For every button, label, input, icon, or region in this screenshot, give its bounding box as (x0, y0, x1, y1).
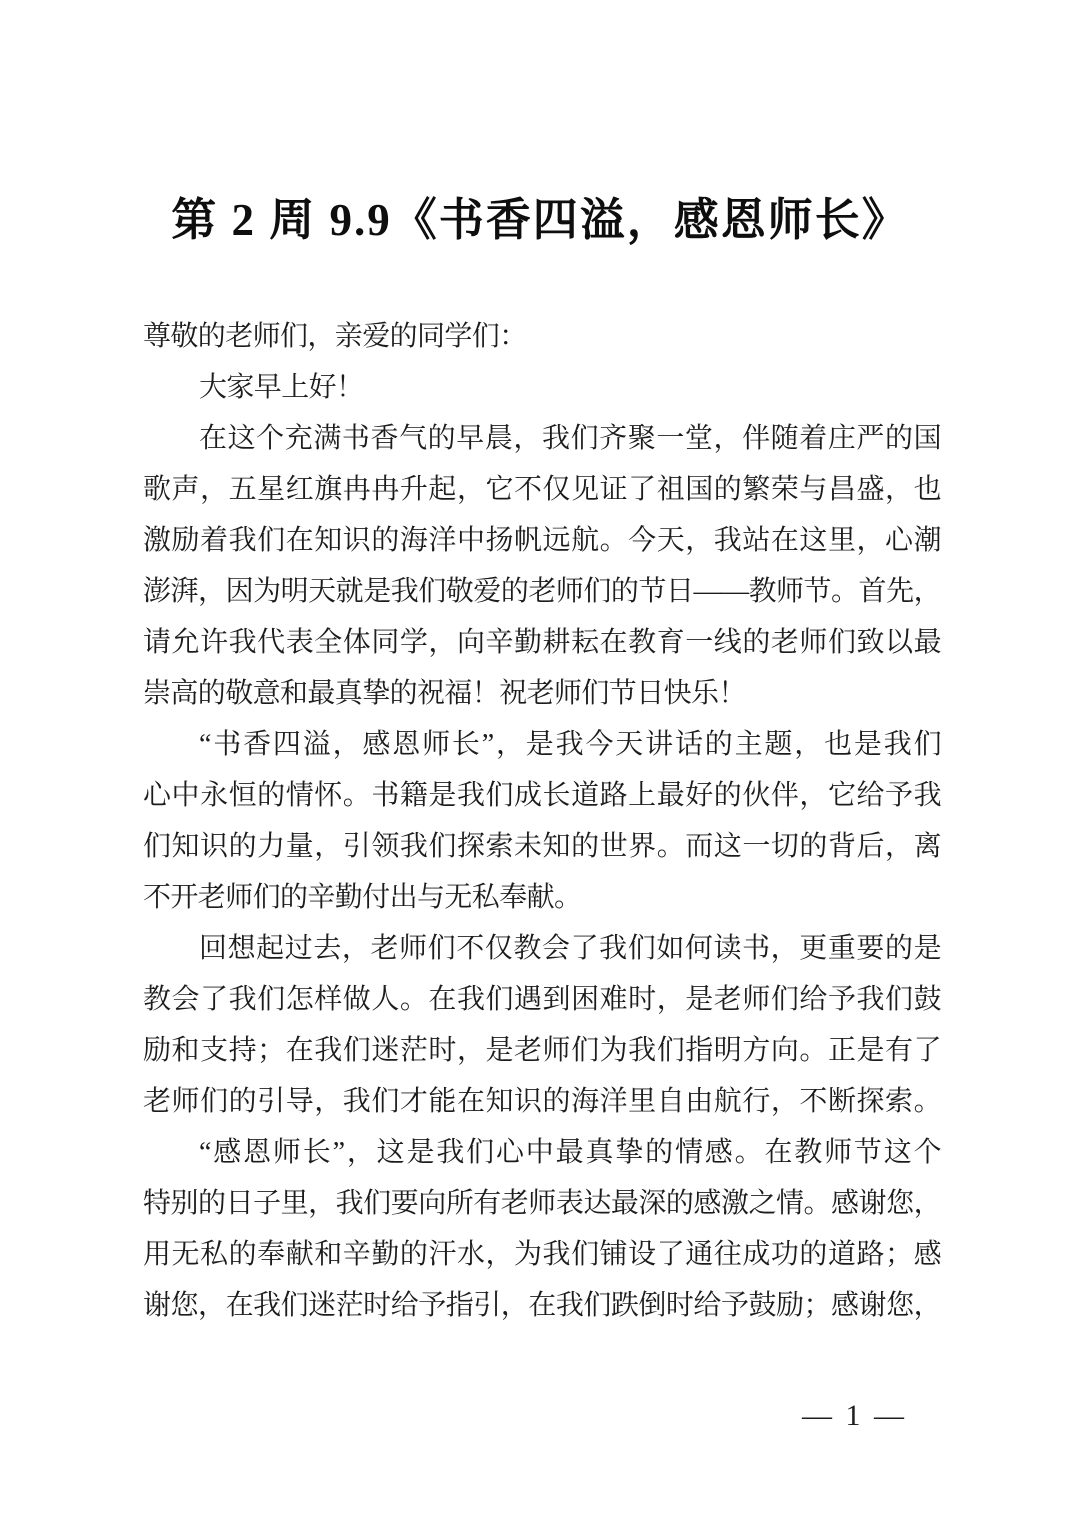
page-title: 第 2 周 9.9《书香四溢，感恩师长》 (171, 195, 909, 245)
body-text (143, 311, 941, 1331)
text-line: 特别的日子里，我们要向所有老师表达最深的感激之情。感谢您， (143, 1188, 941, 1219)
text-line: “感恩师长”，这是我们心中最真挚的情感。在教师节这个 (199, 1137, 941, 1168)
text-line: 崇高的敬意和最真挚的祝福！祝老师们节日快乐！ (143, 678, 746, 709)
text-line: 用无私的奉献和辛勤的汗水，为我们铺设了通往成功的道路；感 (143, 1239, 941, 1270)
text-line: 教会了我们怎样做人。在我们遇到困难时，是老师们给予我们鼓 (143, 984, 941, 1015)
text-line: 激励着我们在知识的海洋中扬帆远航。今天，我站在这里，心潮 (143, 525, 941, 556)
text-line: 回想起过去，老师们不仅教会了我们如何读书，更重要的是 (199, 933, 941, 964)
text-line: 心中永恒的情怀。书籍是我们成长道路上最好的伙伴，它给予我 (143, 780, 941, 811)
paragraph (143, 1127, 941, 1331)
paragraph (143, 719, 941, 923)
text-line: 歌声，五星红旗冉冉升起，它不仅见证了祖国的繁荣与昌盛，也 (143, 474, 941, 505)
text-line: 不开老师们的辛勤付出与无私奉献。 (143, 882, 582, 913)
text-line: 励和支持；在我们迷茫时，是老师们为我们指明方向。正是有了 (143, 1035, 941, 1066)
paragraph (143, 362, 941, 413)
text-line: 尊敬的老师们，亲爱的同学们： (143, 321, 527, 352)
page-number: — 1 — (802, 1399, 907, 1432)
paragraph (143, 413, 941, 719)
text-line: 们知识的力量，引领我们探索未知的世界。而这一切的背后，离 (143, 831, 941, 862)
text-line: 老师们的引导，我们才能在知识的海洋里自由航行，不断探索。 (143, 1086, 941, 1117)
text-line: “书香四溢，感恩师长”，是我今天讲话的主题，也是我们 (199, 729, 941, 760)
text-line: 请允许我代表全体同学，向辛勤耕耘在教育一线的老师们致以最 (143, 627, 941, 658)
paragraph (143, 311, 941, 362)
text-line: 谢您，在我们迷茫时给予指引，在我们跌倒时给予鼓励；感谢您， (143, 1290, 941, 1321)
paragraph (143, 923, 941, 1127)
text-line: 大家早上好！ (199, 372, 364, 403)
text-line: 在这个充满书香气的早晨，我们齐聚一堂，伴随着庄严的国 (199, 423, 941, 454)
text-line: 澎湃，因为明天就是我们敬爱的老师们的节日——教师节。首先， (143, 576, 941, 607)
